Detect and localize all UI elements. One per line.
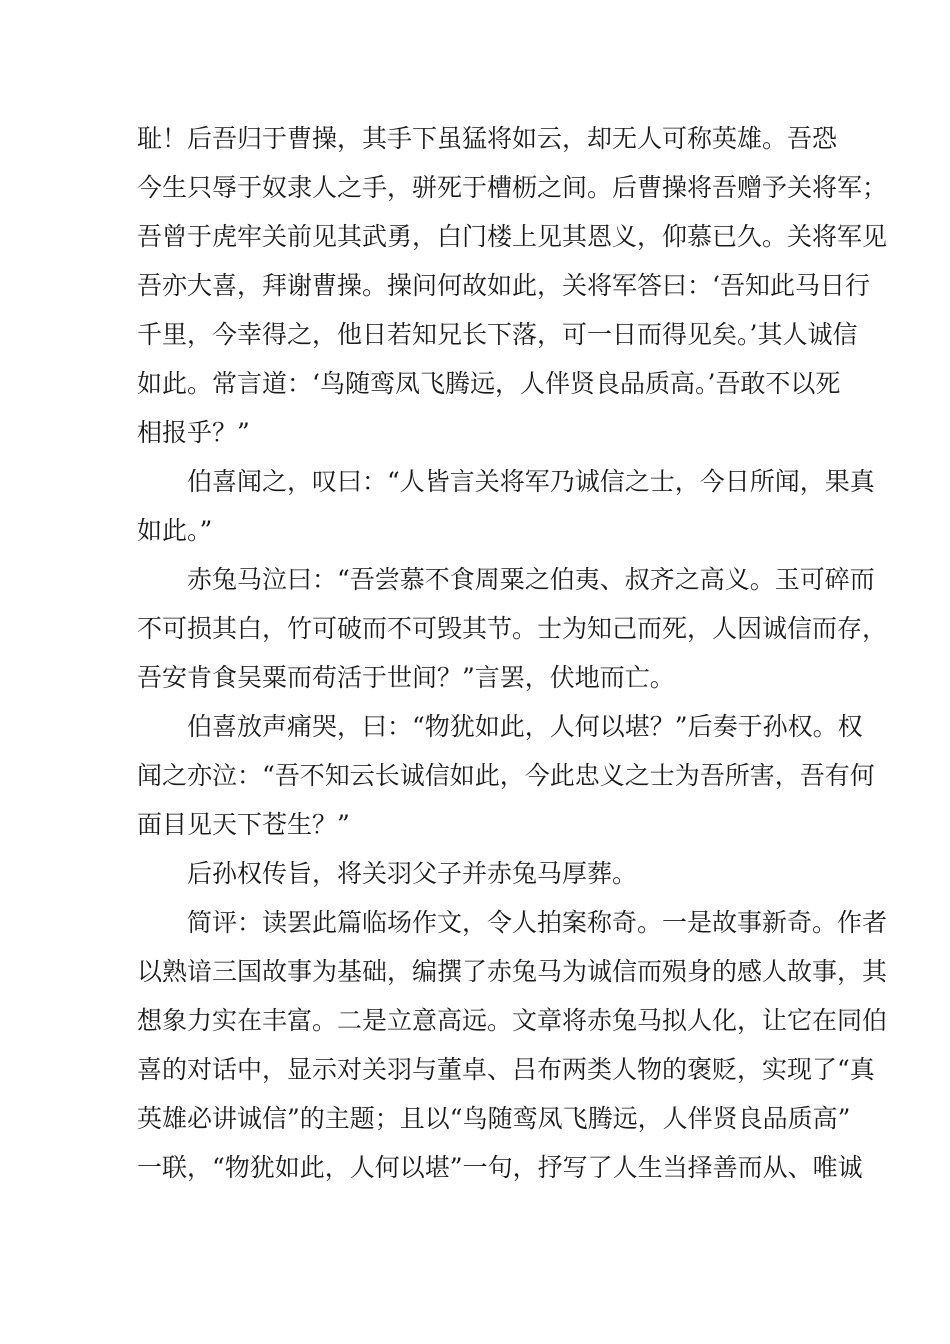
text-line: 简评：读罢此篇临场作文，令人拍案称奇。一是故事新奇。作者 bbox=[187, 908, 888, 937]
text-line: 千里，今幸得之，他日若知兄长下落，可一日而得见矣。’其人诚信 bbox=[137, 320, 858, 349]
text-line: 想象力实在丰富。二是立意高远。文章将赤兔马拟人化，让它在同伯 bbox=[137, 1006, 888, 1035]
text-line: 以熟谙三国故事为基础，编撰了赤兔马为诚信而殒身的感人故事，其 bbox=[137, 957, 888, 986]
text-line: 伯喜放声痛哭，曰：“物犹如此，人何以堪？”后奏于孙权。权 bbox=[187, 712, 863, 741]
text-line: 英雄必讲诚信”的主题；且以“鸟随鸾凤飞腾远，人伴贤良品质高” bbox=[137, 1104, 851, 1133]
text-line: 相报乎？” bbox=[137, 418, 250, 447]
text-line: 吾安肯食吴粟而苟活于世间？”言罢，伏地而亡。 bbox=[137, 663, 675, 692]
text-line: 后孙权传旨，将关羽父子并赤兔马厚葬。 bbox=[187, 859, 638, 888]
text-line: 如此。” bbox=[137, 516, 213, 545]
text-line: 吾曾于虎牢关前见其武勇，白门楼上见其恩义，仰慕已久。关将军见 bbox=[137, 222, 888, 251]
text-line: 如此。常言道：‘鸟随鸾凤飞腾远，人伴贤良品质高。’吾敢不以死 bbox=[137, 369, 841, 398]
text-line: 吾亦大喜，拜谢曹操。操问何故如此，关将军答曰：‘吾知此马日行 bbox=[137, 271, 870, 300]
body-text bbox=[137, 114, 888, 1192]
text-line: 不可损其白，竹可破而不可毁其节。士为知己而死，人因诚信而存， bbox=[137, 614, 888, 643]
text-line: 一联，“物犹如此，人何以堪”一句，抒写了人生当择善而从、唯诚 bbox=[137, 1153, 863, 1182]
text-line: 耻！后吾归于曹操，其手下虽猛将如云，却无人可称英雄。吾恐 bbox=[137, 124, 838, 153]
text-line: 今生只辱于奴隶人之手，骈死于槽枥之间。后曹操将吾赠予关将军； bbox=[137, 173, 888, 202]
text-line: 赤兔马泣曰：“吾尝慕不食周粟之伯夷、叔齐之高义。玉可碎而 bbox=[187, 565, 875, 594]
text-line: 伯喜闻之，叹曰：“人皆言关将军乃诚信之士，今日所闻，果真 bbox=[187, 467, 875, 496]
text-line: 喜的对话中，显示对关羽与董卓、吕布两类人物的褒贬，实现了“真 bbox=[137, 1055, 875, 1084]
text-line: 面目见天下苍生？” bbox=[137, 810, 350, 839]
text-line: 闻之亦泣：“吾不知云长诚信如此，今此忠义之士为吾所害，吾有何 bbox=[137, 761, 875, 790]
